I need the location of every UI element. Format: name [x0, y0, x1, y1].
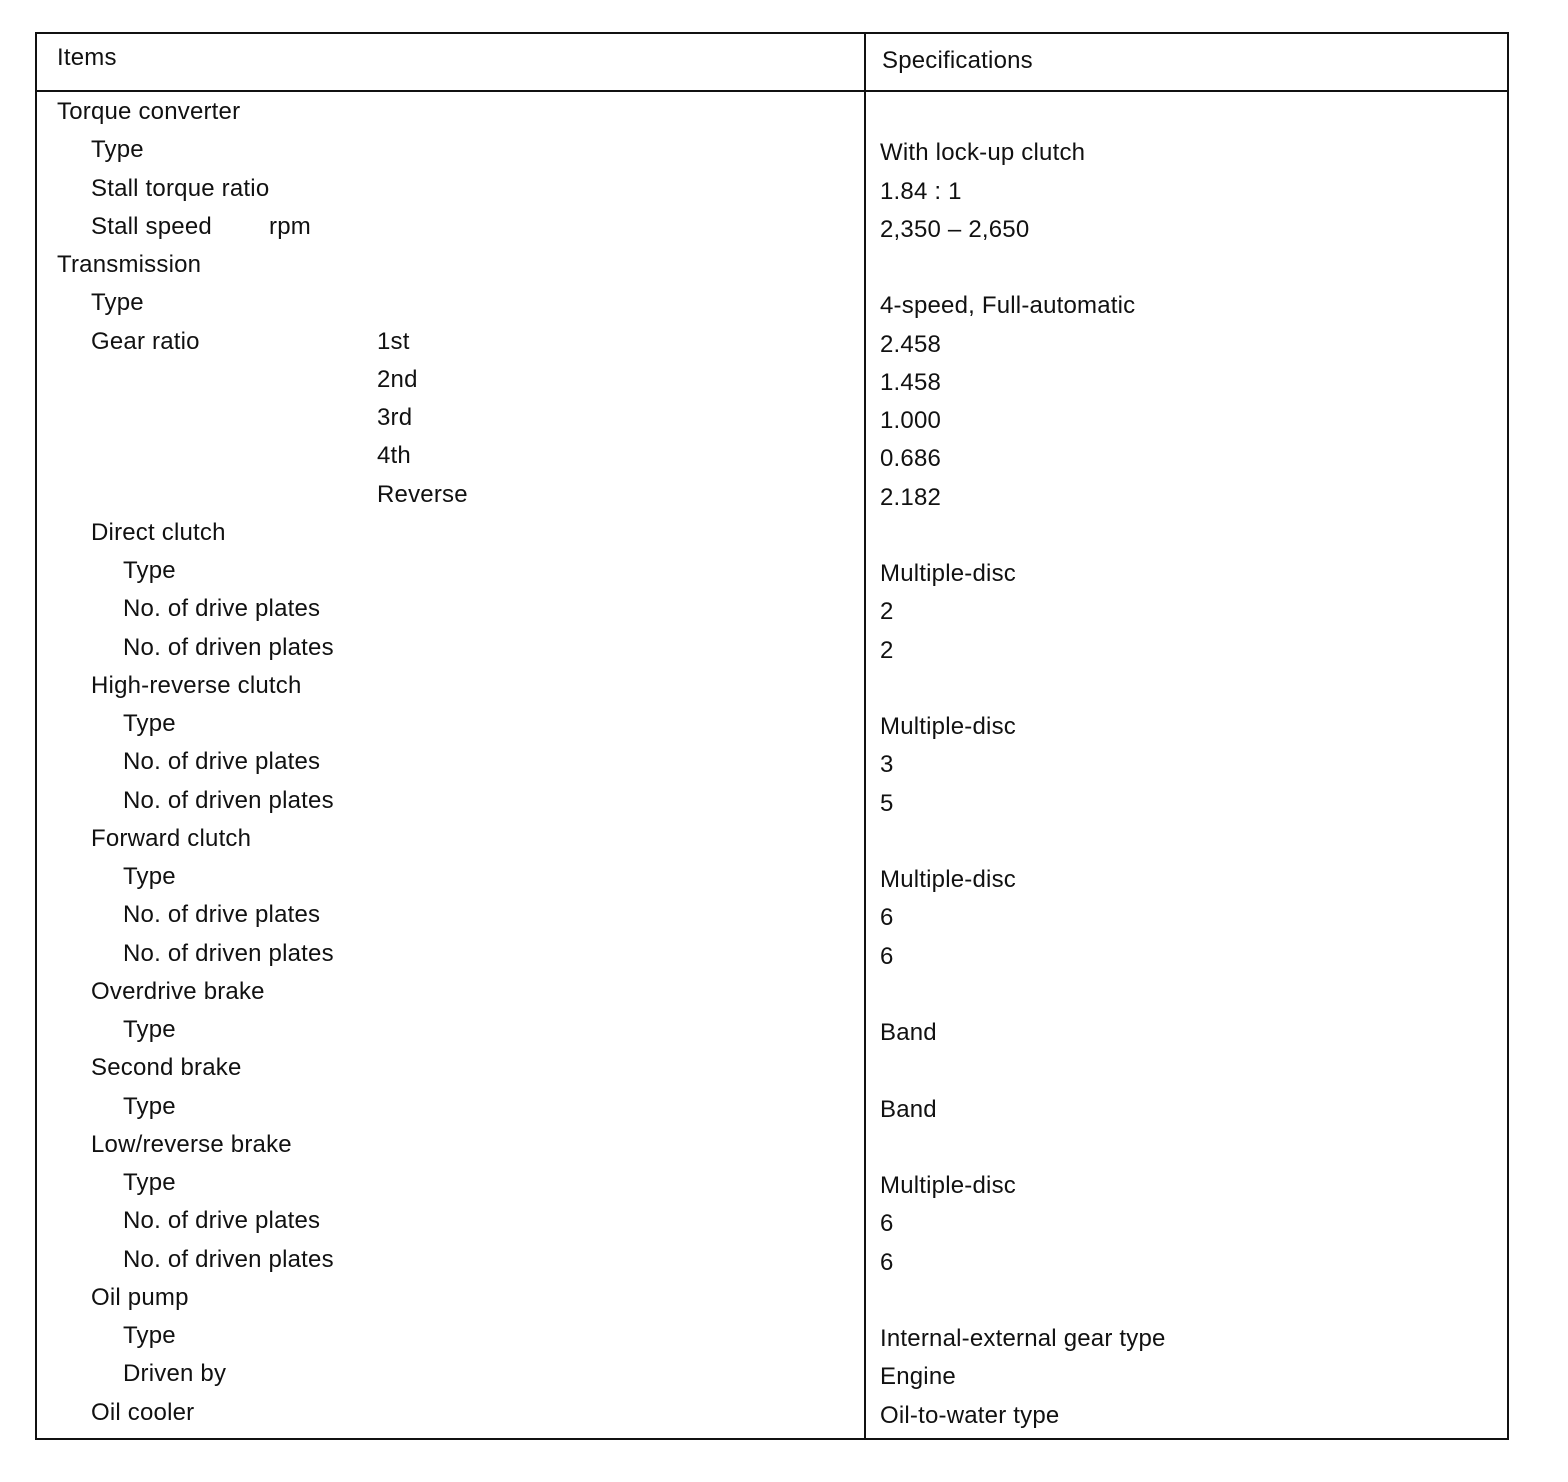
item-label: Overdrive brake: [91, 977, 265, 1005]
item-label: Stall speed: [91, 212, 212, 240]
spec-value: 4-speed, Full-automatic: [880, 292, 1136, 320]
table-row: [37, 1393, 1507, 1431]
table-header: [37, 34, 1507, 92]
table-row: [37, 1048, 1507, 1086]
item-label: Type: [91, 136, 144, 164]
gear-label: Reverse: [377, 480, 468, 508]
item-label: No. of driven plates: [123, 1245, 334, 1273]
item-label: No. of driven plates: [123, 633, 334, 661]
table-row: [37, 666, 1507, 704]
item-label: Gear ratio: [91, 327, 200, 355]
table-row: [37, 1125, 1507, 1163]
item-label: Oil pump: [91, 1283, 189, 1311]
item-label: No. of drive plates: [123, 901, 321, 929]
item-label: Oil cooler: [91, 1398, 195, 1426]
item-label: Type: [91, 289, 144, 317]
spec-value: 0.686: [880, 445, 942, 473]
items-column-header: Items: [57, 44, 117, 71]
item-label: Forward clutch: [91, 824, 252, 852]
table-row: [37, 245, 1507, 283]
gear-label: 2nd: [377, 365, 418, 393]
item-label: Low/reverse brake: [91, 1130, 292, 1158]
gear-label: 1st: [377, 327, 410, 355]
item-label: Type: [123, 863, 176, 890]
item-label: No. of drive plates: [123, 595, 321, 623]
spec-value: Multiple-disc: [880, 1172, 1016, 1199]
table-row: [37, 398, 1507, 436]
spec-value: 3: [880, 751, 894, 779]
spec-value: Multiple-disc: [880, 560, 1016, 587]
spec-value: Internal-external gear type: [880, 1325, 1166, 1352]
table-row: [37, 742, 1507, 780]
spec-value: 6: [880, 1210, 894, 1238]
table-row: [37, 92, 1507, 130]
table-row: [37, 1316, 1507, 1354]
item-label: No. of drive plates: [123, 748, 321, 776]
table-row: [37, 972, 1507, 1010]
spec-value: 2.458: [880, 330, 942, 358]
table-row: [37, 169, 1507, 207]
gear-label: 4th: [377, 442, 411, 470]
item-label: Direct clutch: [91, 518, 226, 546]
table-row: [37, 1010, 1507, 1048]
table-row: [37, 819, 1507, 857]
item-label: No. of driven plates: [123, 786, 334, 814]
spec-value: 1.458: [880, 368, 942, 396]
table-row: [37, 207, 1507, 245]
table-row: [37, 322, 1507, 360]
spec-value: Oil-to-water type: [880, 1401, 1060, 1429]
table-row: [37, 895, 1507, 933]
gear-label: 3rd: [377, 404, 413, 431]
item-label: Type: [123, 710, 176, 737]
item-label: No. of driven plates: [123, 939, 334, 967]
spec-value: 2: [880, 598, 894, 626]
spec-value: 2.182: [880, 483, 942, 511]
spec-value: Band: [880, 1095, 937, 1123]
item-label: Second brake: [91, 1054, 242, 1082]
table-row: [37, 934, 1507, 972]
spec-value: With lock-up clutch: [880, 139, 1086, 167]
table-row: [37, 513, 1507, 551]
item-label: High-reverse clutch: [91, 671, 302, 699]
table-row: [37, 360, 1507, 398]
table-row: [37, 1163, 1507, 1201]
table-row: [37, 857, 1507, 895]
spec-value: Engine: [880, 1363, 956, 1391]
specifications-column-header: Specifications: [882, 47, 1033, 74]
table-row: [37, 704, 1507, 742]
table-row: [37, 283, 1507, 321]
spec-value: 5: [880, 789, 894, 817]
item-label: Stall torque ratio: [91, 174, 270, 202]
spec-value: 1.84 : 1: [880, 177, 962, 205]
item-unit: rpm: [269, 212, 311, 240]
item-label: Type: [123, 557, 176, 584]
spec-value: Multiple-disc: [880, 713, 1016, 740]
spec-value: 6: [880, 904, 894, 932]
item-label: Driven by: [123, 1360, 227, 1388]
table-row: [37, 781, 1507, 819]
table-row: [37, 1354, 1507, 1392]
item-label: Type: [123, 1092, 176, 1120]
item-label: No. of drive plates: [123, 1207, 321, 1235]
spec-value: 2,350 – 2,650: [880, 215, 1030, 243]
spec-value: 6: [880, 1248, 894, 1276]
item-label: Torque converter: [57, 98, 241, 125]
specifications-table: [35, 32, 1509, 1440]
table-row: [37, 1278, 1507, 1316]
spec-value: 6: [880, 942, 894, 970]
table-row: [37, 130, 1507, 168]
spec-value: 2: [880, 636, 894, 664]
table-row: [37, 1240, 1507, 1278]
table-row: [37, 1201, 1507, 1239]
table-body: [37, 92, 1507, 1431]
spec-value: Multiple-disc: [880, 866, 1016, 893]
item-label: Type: [123, 1169, 176, 1196]
spec-value: 1.000: [880, 407, 942, 434]
table-row: [37, 475, 1507, 513]
item-label: Transmission: [57, 251, 202, 278]
spec-value: Band: [880, 1019, 937, 1046]
table-row: [37, 1087, 1507, 1125]
table-row: [37, 551, 1507, 589]
table-row: [37, 589, 1507, 627]
item-label: Type: [123, 1322, 176, 1349]
item-label: Type: [123, 1016, 176, 1043]
table-row: [37, 628, 1507, 666]
table-row: [37, 436, 1507, 474]
